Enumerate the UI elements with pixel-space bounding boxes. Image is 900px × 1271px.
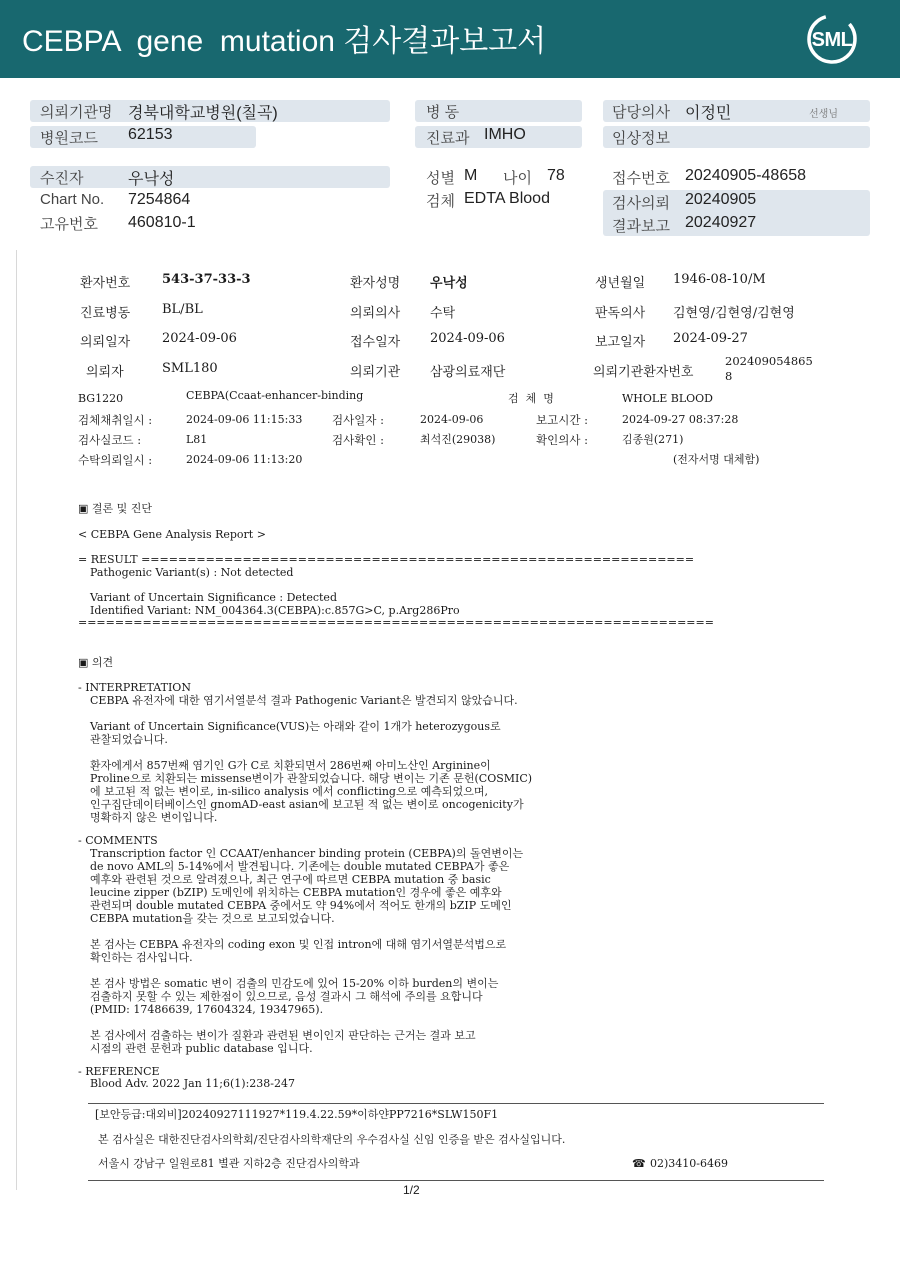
test-name: CEBPA(Ccaat-enhancer-binding [186, 389, 364, 402]
r2-l2: 의뢰의사 [350, 306, 401, 321]
requester-value: 경북대학교병원(칠곡) [128, 105, 278, 122]
doctor-suffix: 선생님 [809, 109, 838, 120]
r2-v2: 수탁 [430, 306, 456, 321]
specimen-name-label: 검 체 명 [508, 392, 554, 405]
collect-label: 검체채취일시 : [78, 413, 153, 427]
comment-line: 관련되며 double mutated CEBPA 중에서도 약 94%에서 적어도 한개의 bZIP 도메인 [90, 899, 512, 912]
interpretation-heading: - INTERPRETATION [78, 681, 191, 694]
r1-l1: 환자번호 [80, 276, 131, 291]
r4-l3: 의뢰기관환자번호 [593, 365, 694, 380]
page-number: 1/2 [403, 1183, 420, 1197]
clinical-label: 임상정보 [612, 130, 670, 147]
age-value: 78 [547, 167, 565, 184]
doctor-value: 이정민 [685, 105, 732, 122]
report-date-label: 결과보고 [612, 218, 670, 235]
interp-line: Proline으로 치환되는 missense변이가 관찰되었습니다. 해당 변이는 기존 문헌(COSMIC) [90, 772, 533, 785]
comment-line: 예후와 관련된 것으로 알려졌으나, 최근 연구에 따르면 CEBPA mutation 중 basic [90, 873, 491, 886]
r2-l1: 진료병동 [80, 306, 131, 321]
report-title: CEBPA gene mutation 검사결과보고서 [22, 25, 547, 58]
r4-v1: SML180 [162, 361, 218, 376]
request-date-value: 20240905 [685, 191, 757, 208]
r1-v2: 우낙성 [430, 276, 468, 291]
chart-label: Chart No. [40, 191, 105, 208]
dept-label: 진료과 [426, 130, 470, 147]
r1-l3: 생년월일 [595, 276, 646, 291]
patient-label: 수진자 [40, 170, 84, 187]
interp-line [90, 707, 532, 720]
confirm-label: 검사확인 : [332, 433, 384, 447]
consign-value: 2024-09-06 11:13:20 [186, 453, 303, 466]
phone-icon: ☎ [632, 1157, 646, 1170]
comment-line: 본 검사는 CEBPA 유전자의 coding exon 및 인접 intron에 대해 염기서열분석법으로 [90, 938, 507, 951]
r3-v1: 2024-09-06 [162, 331, 237, 346]
sex-value: M [464, 167, 478, 184]
comment-line: leucine zipper (bZIP) 도메인에 위치하는 CEBPA mutation인 경우에 좋은 예후와 [90, 886, 502, 899]
result-end: ===================================================================== [78, 616, 714, 629]
interp-line: 환자에게서 857번째 염기인 G가 C로 치환되면서 286번째 아미노산인 Arginine이 [90, 759, 491, 772]
r3-v3: 2024-09-27 [673, 331, 748, 346]
result-label: = RESULT ============================================================ [78, 553, 695, 566]
comment-line [90, 964, 523, 977]
r3-l2: 접수일자 [350, 335, 401, 350]
comment-line: de novo AML의 5-14%에서 발견됩니다. 기존에는 double mutated CEBPA가 좋은 [90, 860, 510, 873]
esign-note: (전자서명 대체함) [673, 453, 760, 466]
specimen-label: 검체 [426, 193, 455, 210]
r2-v3: 김현영/김현영/김현영 [673, 306, 795, 321]
interp-line: CEBPA 유전자에 대한 염기서열분석 결과 Pathogenic Variant은 발견되지 않았습니다. [90, 694, 518, 707]
section-conclusion: ▣ 결론 및 진단 [78, 502, 153, 515]
interp-line: 명확하지 않은 변이입니다. [90, 811, 218, 824]
report-time-label: 보고시간 : [536, 413, 588, 427]
id-value: 460810-1 [128, 214, 196, 231]
comments-heading: - COMMENTS [78, 834, 158, 847]
comment-line: 본 검사 방법은 somatic 변이 검출의 민감도에 있어 15-20% 이하 burden의 변이는 [90, 977, 499, 990]
comment-line: 검출하지 못할 수 있는 제한점이 있으므로, 음성 결과시 그 해석에 주의를 요합니다 [90, 990, 483, 1003]
report-time-value: 2024-09-27 08:37:28 [622, 413, 739, 426]
footer-top-rule [88, 1103, 824, 1104]
comments-body [90, 847, 523, 1055]
confirm-dr-value: 김종원(271) [622, 433, 684, 446]
hospital-code-label: 병원코드 [40, 130, 98, 147]
requester-label: 의뢰기관명 [40, 104, 113, 121]
result-variant: Identified Variant: NM_004364.3(CEBPA):c.857G>C, p.Arg286Pro [90, 604, 460, 617]
patient-box [30, 166, 390, 188]
interp-line: 관찰되었습니다. [90, 733, 168, 746]
reference-body: Blood Adv. 2022 Jan 11;6(1):238-247 [90, 1077, 296, 1090]
r4-l1: 의뢰자 [86, 365, 124, 380]
interp-line: 에 보고된 적 없는 변이로, in-silico analysis 에서 conflicting으로 예측되었으며, [90, 785, 488, 798]
section-opinion: ▣ 의견 [78, 656, 114, 669]
r4-l2: 의뢰기관 [350, 365, 401, 380]
phone-number: 02)3410-6469 [650, 1157, 728, 1170]
room-label: 검사실코드 : [78, 433, 142, 447]
r4-v3b: 8 [725, 369, 733, 383]
footer-bottom-rule [88, 1180, 824, 1181]
security-line: [보안등급:대외비]20240927111927*119.4.22.59*이하얀PP7216*SLW150F1 [95, 1108, 499, 1121]
ward-label: 병 동 [426, 104, 460, 121]
comment-line: (PMID: 17486639, 17604324, 19347965). [90, 1003, 324, 1016]
r4-v3a: 202409054865 [725, 354, 813, 368]
sex-label: 성별 [426, 170, 455, 187]
interp-line: Variant of Uncertain Significance(VUS)는 아래와 같이 1개가 heterozygous로 [90, 720, 501, 733]
sml-logo [802, 9, 862, 69]
test-code: BG1220 [78, 392, 124, 405]
r3-l1: 의뢰일자 [80, 335, 131, 350]
receipt-label: 접수번호 [612, 170, 670, 187]
r1-v3: 1946-08-10/M [673, 272, 766, 287]
confirm-dr-label: 확인의사 : [536, 433, 588, 447]
interp-line [90, 746, 532, 759]
sheet-left-border [16, 250, 17, 1190]
interpretation-body [90, 694, 532, 824]
hospital-code-value: 62153 [128, 126, 173, 143]
consign-label: 수탁의뢰일시 : [78, 453, 153, 467]
age-label: 나이 [503, 170, 532, 187]
comment-line: 본 검사에서 검출하는 변이가 질환과 관련된 변이인지 판단하는 근거는 결과 보고 [90, 1029, 476, 1042]
request-date-label: 검사의뢰 [612, 195, 670, 212]
r3-v2: 2024-09-06 [430, 331, 505, 346]
comment-line: Transcription factor 인 CCAAT/enhancer binding protein (CEBPA)의 돌연변이는 [90, 847, 524, 860]
specimen-name-value: WHOLE BLOOD [622, 392, 713, 405]
r4-v2: 삼광의료재단 [430, 365, 506, 380]
report-subtitle: < CEBPA Gene Analysis Report > [78, 528, 266, 541]
chart-value: 7254864 [128, 191, 191, 208]
result-vus: Variant of Uncertain Significance : Detected [90, 591, 337, 604]
test-date-label: 검사일자 : [332, 413, 384, 427]
r3-l3: 보고일자 [595, 335, 646, 350]
r1-l2: 환자성명 [350, 276, 401, 291]
dept-value: IMHO [484, 126, 526, 143]
address-line: 서울시 강남구 일원로81 별관 지하2층 진단검사의학과 [98, 1157, 360, 1170]
r2-v1: BL/BL [162, 302, 203, 317]
interp-line: 인구집단데이터베이스인 gnomAD-east asian에 보고된 적 없는 변이로 oncogenicity가 [90, 798, 524, 811]
r2-l3: 판독의사 [595, 306, 646, 321]
comment-line: 확인하는 검사입니다. [90, 951, 193, 964]
certification-line: 본 검사실은 대한진단검사의학회/진단검사의학재단의 우수검사실 신임 인증을 받은 검사실입니다. [98, 1133, 566, 1146]
room-value: L81 [186, 433, 208, 446]
receipt-value: 20240905-48658 [685, 167, 807, 184]
report-date-value: 20240927 [685, 214, 757, 231]
specimen-value: EDTA Blood [464, 190, 550, 207]
logo-text: SML [811, 29, 853, 51]
collect-value: 2024-09-06 11:15:33 [186, 413, 303, 426]
doctor-label: 담당의사 [612, 104, 670, 121]
reference-heading: - REFERENCE [78, 1065, 160, 1078]
test-date-value: 2024-09-06 [420, 413, 484, 426]
patient-value: 우낙성 [128, 171, 175, 188]
comment-line: CEBPA mutation을 갖는 것으로 보고되었습니다. [90, 912, 335, 925]
report-header [0, 0, 900, 78]
id-label: 고유번호 [40, 216, 98, 233]
confirm-value: 최석진(29038) [420, 433, 496, 446]
comment-line [90, 1016, 523, 1029]
r1-v1: 543-37-33-3 [162, 272, 251, 287]
comment-line: 시점의 관련 문헌과 public database 입니다. [90, 1042, 313, 1055]
result-pathogenic: Pathogenic Variant(s) : Not detected [90, 566, 294, 579]
comment-line [90, 925, 523, 938]
